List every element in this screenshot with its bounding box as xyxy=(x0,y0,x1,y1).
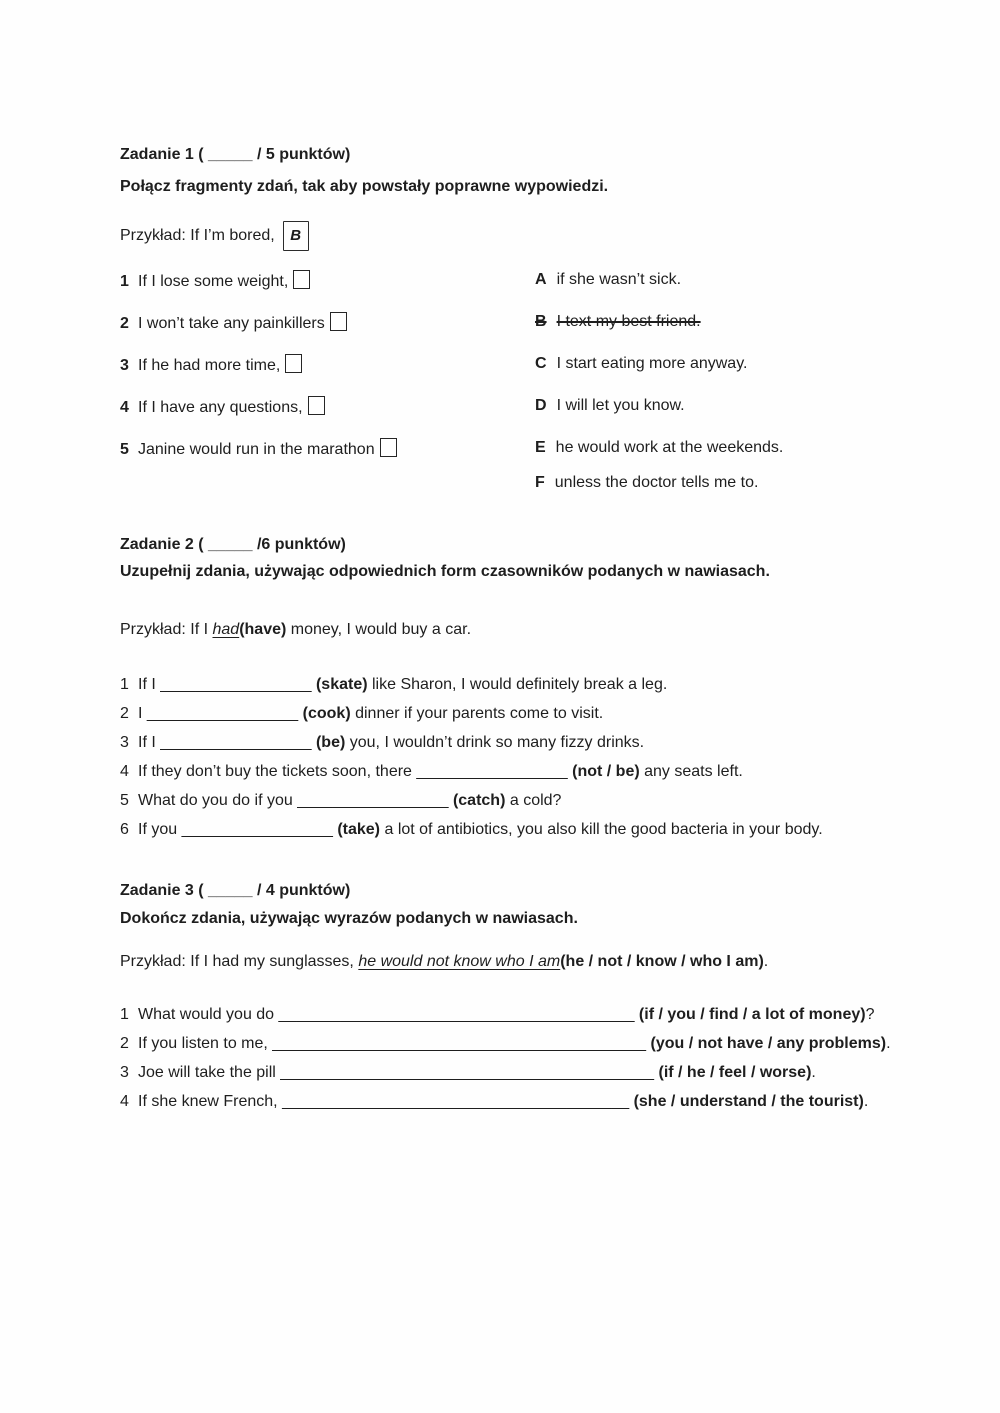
answer-checkbox-1[interactable] xyxy=(293,270,310,289)
item-number: 1 xyxy=(120,676,129,693)
task1-instruction: Połącz fragmenty zdań, tak aby powstały poprawne wypowiedzi. xyxy=(120,178,609,195)
match-option-a xyxy=(535,270,890,312)
answer-blank: _________________ xyxy=(297,792,449,809)
match-item-1 xyxy=(120,270,535,312)
item-text-before: What would you do xyxy=(138,1006,275,1023)
verb-hint: (catch) xyxy=(452,792,506,809)
task3-item-2 xyxy=(120,1029,890,1058)
match-item-4 xyxy=(120,396,535,438)
words-hint: (she / understand / the tourist) xyxy=(633,1093,864,1110)
task3-items xyxy=(120,1000,890,1116)
verb-hint: (be) xyxy=(315,734,346,751)
answer-checkbox-4[interactable] xyxy=(308,396,325,415)
answer-blank: _________________ xyxy=(146,705,299,722)
item-text-after: dinner if your parents come to visit. xyxy=(355,705,604,722)
verb-hint: (skate) xyxy=(315,676,368,693)
answer-blank: _________________ xyxy=(181,821,333,838)
item-text-before: If I xyxy=(138,676,156,693)
answer-blank: _________________ xyxy=(416,763,568,780)
item-number: 3 xyxy=(120,1064,129,1081)
option-text: he would work at the weekends. xyxy=(555,439,784,456)
task2-item-1 xyxy=(120,670,890,699)
verb-hint: (not / be) xyxy=(572,763,640,780)
item-text-before: If you xyxy=(138,821,178,838)
option-letter: F xyxy=(535,474,545,491)
answer-blank: _______________________________________ xyxy=(282,1093,630,1110)
item-text-before: Joe will take the pill xyxy=(138,1064,276,1081)
task2-item-4 xyxy=(120,757,890,786)
item-text-before: If you listen to me, xyxy=(138,1035,268,1052)
answer-blank: __________________________________________ xyxy=(280,1064,655,1081)
task2-items xyxy=(120,670,890,844)
item-number: 5 xyxy=(120,441,129,458)
item-number: 3 xyxy=(120,734,129,751)
item-number: 4 xyxy=(120,399,129,416)
answer-blank: __________________________________________ xyxy=(272,1035,647,1052)
item-tail: . xyxy=(886,1035,891,1052)
option-letter: D xyxy=(535,397,547,414)
match-option-f xyxy=(535,473,890,493)
item-tail: ? xyxy=(865,1006,875,1023)
task2-title: Zadanie 2 ( _____ /6 punktów) xyxy=(120,536,346,553)
words-hint: (you / not have / any problems) xyxy=(650,1035,887,1052)
item-tail: . xyxy=(811,1064,816,1081)
item-text-after: a cold? xyxy=(509,792,562,809)
option-letter: C xyxy=(535,355,547,372)
task1-example-line xyxy=(120,220,890,252)
task1-matching-exercise xyxy=(120,270,890,500)
item-number: 4 xyxy=(120,1093,129,1110)
item-text-before: If I xyxy=(138,734,156,751)
item-number: 2 xyxy=(120,1035,129,1052)
answer-blank: ________________________________________ xyxy=(278,1006,635,1023)
item-number: 1 xyxy=(120,273,129,290)
answer-blank: _________________ xyxy=(160,676,312,693)
answer-checkbox-2[interactable] xyxy=(330,312,347,331)
task3-instruction: Dokończ zdania, używając wyrazów podanych w nawiasach. xyxy=(120,910,578,927)
item-number: 3 xyxy=(120,357,129,374)
item-text-before: I xyxy=(138,705,143,722)
item-text-before: What do you do if you xyxy=(138,792,293,809)
match-item-2 xyxy=(120,312,535,354)
task1-title: Zadanie 1 ( _____ / 5 punktów) xyxy=(120,146,351,163)
task3-item-3 xyxy=(120,1058,890,1087)
item-text: Janine would run in the marathon xyxy=(138,441,375,458)
match-option-d xyxy=(535,396,890,438)
task1-example-text: Przykład: If I’m bored, xyxy=(120,227,275,244)
match-item-5 xyxy=(120,438,535,480)
option-text: I start eating more anyway. xyxy=(556,355,748,372)
item-text: I won’t take any painkillers xyxy=(138,315,325,332)
item-text: If I have any questions, xyxy=(138,399,303,416)
item-number: 5 xyxy=(120,792,129,809)
answer-checkbox-3[interactable] xyxy=(285,354,302,373)
task1-example-answer-box: B xyxy=(283,221,309,251)
item-text-after: like Sharon, I would definitely break a leg. xyxy=(372,676,668,693)
task2-instruction: Uzupełnij zdania, używając odpowiednich form czasowników podanych w nawiasach. xyxy=(120,563,770,580)
task3-example-tail: . xyxy=(763,953,769,970)
answer-checkbox-5[interactable] xyxy=(380,438,397,457)
task2-example-suffix: money, I would buy a car. xyxy=(290,621,472,638)
item-number: 4 xyxy=(120,763,129,780)
task3-item-4 xyxy=(120,1087,890,1116)
option-text: I will let you know. xyxy=(556,397,685,414)
task1-left-column xyxy=(120,270,535,500)
item-text-after: any seats left. xyxy=(644,763,743,780)
task2-item-2 xyxy=(120,699,890,728)
words-hint: (if / he / feel / worse) xyxy=(658,1064,812,1081)
match-item-3 xyxy=(120,354,535,396)
answer-blank: _________________ xyxy=(160,734,312,751)
option-letter: B xyxy=(535,313,547,330)
item-number: 2 xyxy=(120,705,129,722)
option-letter: E xyxy=(535,439,546,456)
task3-title: Zadanie 3 ( _____ / 4 punktów) xyxy=(120,882,351,899)
task2-example-prefix: Przykład: If I xyxy=(120,621,209,638)
task1-right-column xyxy=(535,270,890,500)
option-letter: A xyxy=(535,271,547,288)
words-hint: (if / you / find / a lot of money) xyxy=(638,1006,866,1023)
item-number: 6 xyxy=(120,821,129,838)
item-text-after: you, I wouldn’t drink so many fizzy drinks. xyxy=(349,734,645,751)
verb-hint: (cook) xyxy=(302,705,351,722)
item-text-after: a lot of antibiotics, you also kill the good bacteria in your body. xyxy=(384,821,823,838)
item-tail: . xyxy=(863,1093,869,1110)
item-number: 2 xyxy=(120,315,129,332)
verb-hint: (take) xyxy=(337,821,381,838)
task2-example-line xyxy=(120,621,890,639)
option-text: unless the doctor tells me to. xyxy=(554,474,759,491)
task2-example-answer: had xyxy=(212,621,240,638)
option-text: if she wasn’t sick. xyxy=(556,271,682,288)
task2-item-3 xyxy=(120,728,890,757)
task2-item-6 xyxy=(120,815,890,844)
match-option-c xyxy=(535,354,890,396)
task3-example-prefix: Przykład: If I had my sunglasses, xyxy=(120,953,354,970)
item-text: If I lose some weight, xyxy=(138,273,289,290)
task2-item-5 xyxy=(120,786,890,815)
match-option-b-struck xyxy=(535,312,890,354)
task3-example-words-hint: (he / not / know / who I am) xyxy=(560,953,764,970)
task3-example-line xyxy=(120,953,890,971)
task3-item-1 xyxy=(120,1000,890,1029)
item-number: 1 xyxy=(120,1006,129,1023)
item-text-before: If they don’t buy the tickets soon, there xyxy=(138,763,412,780)
item-text-before: If she knew French, xyxy=(138,1093,278,1110)
option-text: I text my best friend. xyxy=(556,313,701,330)
item-text: If he had more time, xyxy=(138,357,281,374)
task3-example-answer: he would not know who I am xyxy=(358,953,561,970)
task2-example-verb-hint: (have) xyxy=(239,621,287,638)
